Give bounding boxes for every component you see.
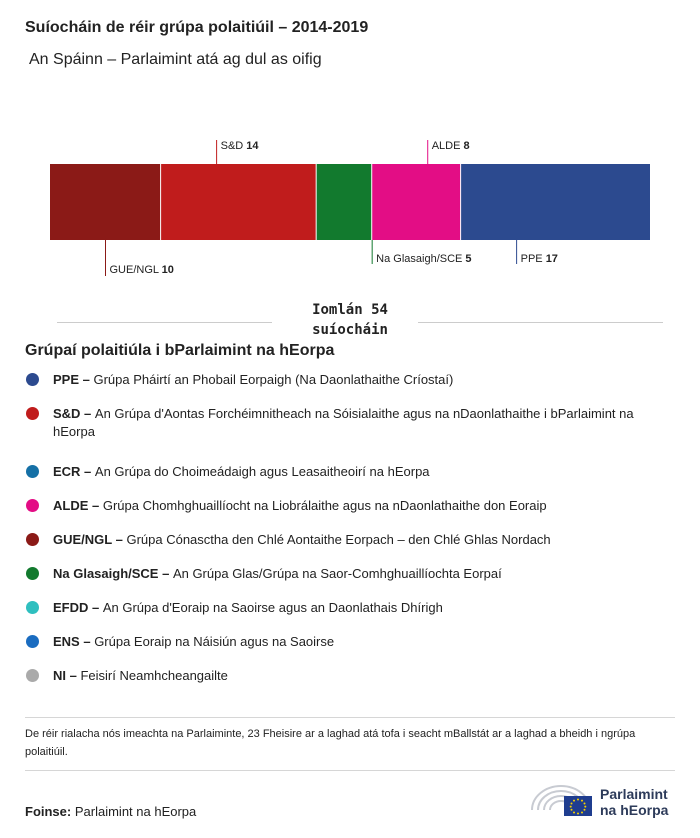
legend-text bbox=[53, 463, 665, 481]
segment-label-s-d bbox=[221, 140, 260, 152]
footer-divider-top bbox=[25, 717, 675, 718]
legend-color-dot bbox=[26, 601, 39, 614]
legend-abbr: ALDE – bbox=[53, 498, 103, 513]
legend-text bbox=[53, 667, 665, 685]
legend-abbr: PPE – bbox=[53, 372, 94, 387]
ep-logo bbox=[528, 778, 688, 822]
legend-color-dot bbox=[26, 407, 39, 420]
rules-note: De réir rialacha nós imeachta na Parlaiminte, 23 Fheisire ar a laghad atá tofa i seacht mBallstát ar a laghad a bheidh i ngrúpa polaitiúil. bbox=[25, 728, 636, 758]
legend-description: Feisirí Neamhcheangailte bbox=[80, 668, 228, 683]
segment-name: Na Glasaigh/SCE bbox=[376, 253, 466, 265]
bar-segment-ppe bbox=[461, 164, 650, 240]
bar-segment-gue-ngl bbox=[50, 164, 160, 240]
legend-description: An Grúpa d'Eoraip na Saoirse agus an Daonlathais Dhírigh bbox=[102, 600, 443, 615]
legend-abbr: EFDD – bbox=[53, 600, 103, 615]
legend-text bbox=[53, 405, 665, 441]
legend-color-dot bbox=[26, 669, 39, 682]
total-seats-label: Iomlán 54 suíocháin bbox=[312, 302, 388, 338]
segment-name: S&D bbox=[220, 140, 247, 152]
bar-segment-s-d bbox=[161, 164, 316, 240]
legend-abbr: NI – bbox=[53, 668, 81, 683]
seat-bar-chart bbox=[0, 130, 700, 290]
segment-label-na-glasaigh-sce bbox=[376, 253, 471, 265]
logo-line-1: Parlaimint bbox=[600, 786, 668, 802]
chart-subtitle: An Spáinn – Parlaimint atá ag dul as oifig bbox=[29, 51, 322, 68]
legend-abbr: ECR – bbox=[53, 464, 95, 479]
segment-name: ALDE bbox=[431, 140, 464, 152]
parliament-hemicycle-icon bbox=[528, 778, 594, 822]
segment-label-ppe bbox=[521, 253, 558, 265]
segment-label-gue-ngl bbox=[110, 264, 174, 276]
legend-abbr: Na Glasaigh/SCE – bbox=[53, 566, 173, 581]
legend-description: Grúpa Eoraip na Náisiún agus na Saoirse bbox=[94, 634, 335, 649]
bar-segment-na-glasaigh-sce bbox=[317, 164, 372, 240]
segment-value: 14 bbox=[246, 140, 259, 152]
legend-text bbox=[53, 565, 665, 583]
total-divider-left bbox=[57, 322, 272, 323]
total-divider-right bbox=[418, 322, 663, 323]
legend-color-dot bbox=[26, 373, 39, 386]
segment-name: GUE/NGL bbox=[109, 264, 162, 276]
segment-value: 8 bbox=[463, 140, 470, 152]
legend-description: Grúpa Cónasctha den Chlé Aontaithe Eorpach – den Chlé Ghlas Nordach bbox=[126, 532, 551, 547]
segment-value: 10 bbox=[161, 264, 174, 276]
legend-text bbox=[53, 633, 665, 651]
legend-text bbox=[53, 371, 665, 389]
legend-color-dot bbox=[26, 499, 39, 512]
legend-abbr: S&D – bbox=[53, 406, 95, 421]
source-line bbox=[25, 804, 196, 819]
segment-value: 17 bbox=[545, 253, 558, 265]
legend-text bbox=[53, 531, 665, 549]
legend-text bbox=[53, 599, 665, 617]
legend-color-dot bbox=[26, 567, 39, 580]
legend-color-dot bbox=[26, 635, 39, 648]
legend-description: An Grúpa do Choimeádaigh agus Leasaitheoirí na hEorpa bbox=[94, 464, 430, 479]
logo-text bbox=[600, 786, 668, 818]
legend-title: Grúpaí polaitiúla i bParlaimint na hEorpa bbox=[25, 342, 335, 359]
legend-text bbox=[53, 497, 665, 515]
legend-description: An Grúpa d'Aontas Forchéimnitheach na Sóisialaithe agus na nDaonlathaithe i bParlaimint na hEorpa bbox=[53, 406, 634, 439]
source-value: Parlaimint na hEorpa bbox=[74, 804, 197, 819]
legend-abbr: GUE/NGL – bbox=[53, 532, 127, 547]
legend-color-dot bbox=[26, 465, 39, 478]
bar-segment-alde bbox=[372, 164, 460, 240]
legend-description: Grúpa Chomhghuaillíocht na Liobrálaithe agus na nDaonlathaithe don Eoraip bbox=[102, 498, 547, 513]
footer-divider-bottom bbox=[25, 770, 675, 771]
source-label: Foinse: bbox=[25, 804, 72, 819]
legend-description: An Grúpa Glas/Grúpa na Saor-Comhghuaillíochta Eorpaí bbox=[172, 566, 502, 581]
logo-line-2: na hEorpa bbox=[600, 802, 669, 818]
chart-title: Suíocháin de réir grúpa polaitiúil – 2014-2019 bbox=[25, 19, 369, 36]
legend-color-dot bbox=[26, 533, 39, 546]
segment-value: 5 bbox=[465, 253, 472, 265]
segment-name: PPE bbox=[520, 253, 546, 265]
segment-label-alde bbox=[432, 140, 470, 152]
legend-description: Grúpa Pháirtí an Phobail Eorpaigh (Na Daonlathaithe Críostaí) bbox=[93, 372, 454, 387]
legend-abbr: ENS – bbox=[53, 634, 95, 649]
